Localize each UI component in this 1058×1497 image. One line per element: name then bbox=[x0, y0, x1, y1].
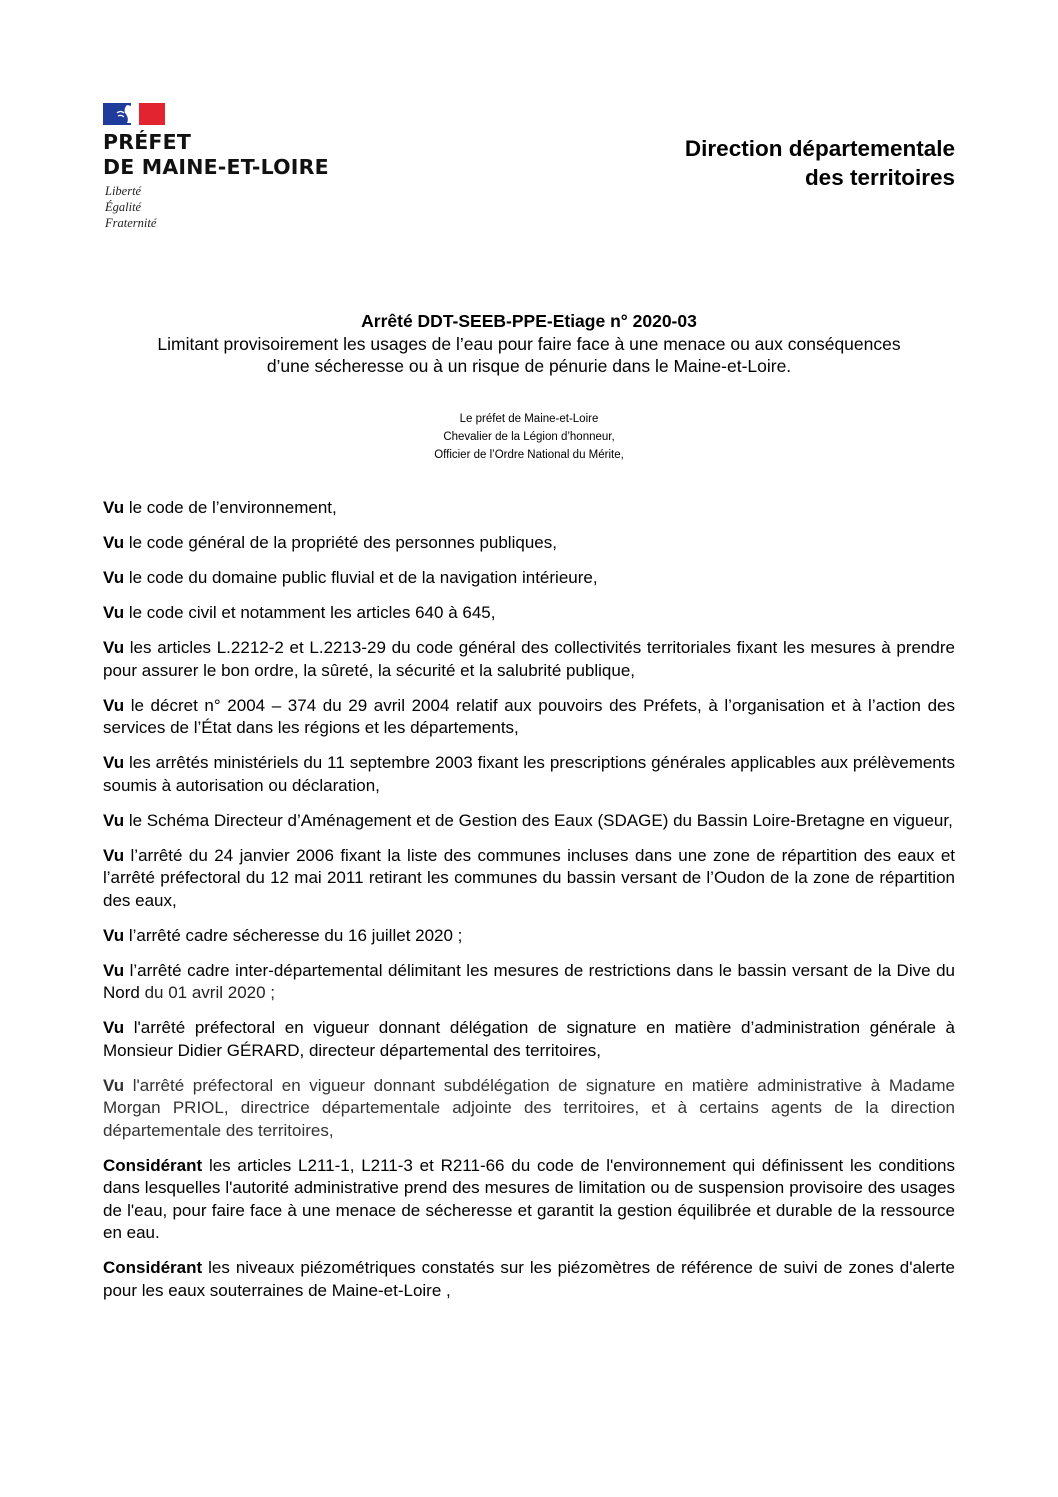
issuing-service bbox=[685, 134, 955, 192]
visa-paragraph bbox=[103, 925, 955, 948]
visa-text: l'arrêté préfectoral en vigueur donnant subdélégation de signature en matière administrative à Madame Morgan PRIOL, directrice départementale adjointe des territoires, et à certains agents de la direction départementale des territoires, bbox=[103, 1075, 955, 1140]
marianne-flag-icon bbox=[103, 103, 165, 125]
visa-paragraph bbox=[103, 497, 955, 520]
visa-lead: Vu bbox=[103, 1075, 125, 1095]
visa-date: du 01 avril 2020 ; bbox=[139, 983, 276, 1002]
prefecture-logo-text bbox=[103, 130, 329, 180]
motto-egalite: Égalité bbox=[105, 200, 142, 214]
visa-text: le code général de la propriété des personnes publiques, bbox=[124, 533, 557, 552]
visa-text: l’arrêté cadre inter-départemental délimitant les mesures de restrictions dans le bassin versant de la Dive du Nord bbox=[103, 960, 955, 1002]
service-line-2: des territoires bbox=[804, 165, 955, 190]
visa-paragraph bbox=[103, 960, 955, 1005]
visa-paragraph bbox=[103, 602, 955, 625]
visa-paragraph bbox=[103, 567, 955, 590]
visa-paragraph bbox=[103, 845, 955, 913]
visa-paragraph bbox=[103, 810, 955, 833]
arrete-subtitle-line-1: Limitant provisoirement les usages de l’eau pour faire face à une menace ou aux conséquences bbox=[157, 334, 901, 354]
marianne-profile-icon bbox=[103, 103, 165, 125]
motto-fraternite: Fraternité bbox=[105, 216, 157, 230]
signatory-block bbox=[103, 410, 955, 464]
logo-line-department: DE MAINE-ET-LOIRE bbox=[103, 155, 329, 179]
visa-lead: Vu bbox=[103, 753, 125, 772]
service-line-1: Direction départementale bbox=[684, 136, 955, 161]
visa-lead: Vu bbox=[103, 603, 125, 622]
visa-lead: Vu bbox=[103, 960, 125, 980]
logo-line-prefet: PRÉFET bbox=[103, 130, 192, 154]
visa-text: le code du domaine public fluvial et de la navigation intérieure, bbox=[124, 568, 598, 587]
visa-text: l’arrêté du 24 janvier 2006 fixant la liste des communes incluses dans une zone de répartition des eaux et l’arrêté préfectoral du 12 mai 2011 retirant les communes du bassin versant de l’Oudon de la zone de répartition des eaux, bbox=[103, 845, 955, 910]
considerant-text: les articles L211-1, L211-3 et R211-66 du code de l'environnement qui définissent les conditions dans lesquelles l'autorité administrative prend des mesures de limitation ou de suspension provisoire des usages de l'eau, pour faire face à une menace de sécheresse et garantit la gestion équilibrée et durable de la ressource en eau. bbox=[103, 1155, 955, 1242]
visa-lead: Vu bbox=[103, 925, 125, 945]
visa-text: le décret n° 2004 – 374 du 29 avril 2004 relatif aux pouvoirs des Préfets, à l’organisation et à l’action des services de l’État dans les régions et les départements, bbox=[103, 695, 955, 737]
visa-lead: Vu bbox=[103, 568, 125, 587]
visa-text: le code civil et notamment les articles 640 à 645, bbox=[124, 603, 496, 622]
arrete-title: Arrêté DDT-SEEB-PPE-Etiage n° 2020-03 bbox=[361, 311, 697, 331]
republic-motto bbox=[105, 183, 156, 231]
signatory-line-2: Chevalier de la Légion d’honneur, bbox=[443, 431, 615, 443]
visa-text: les articles L.2212-2 et L.2213-29 du code général des collectivités territoriales fixant les mesures à prendre pour assurer le bon ordre, la sûreté, la sécurité et la salubrité publique, bbox=[103, 638, 955, 680]
arrete-heading bbox=[103, 309, 955, 377]
considerant-lead: Considérant bbox=[103, 1155, 203, 1175]
considerant-text: les niveaux piézométriques constatés sur les piézomètres de référence de suivi de zones d'alerte pour les eaux souterraines de Maine-et-Loire , bbox=[103, 1258, 955, 1300]
visa-text: les arrêtés ministériels du 11 septembre 2003 fixant les prescriptions générales applicables aux prélèvements soumis à autorisation ou déclaration, bbox=[103, 753, 955, 795]
visa-text: le Schéma Directeur d’Aménagement et de Gestion des Eaux (SDAGE) du Bassin Loire-Bretagne en vigueur, bbox=[124, 810, 953, 830]
visas-and-considerations bbox=[103, 497, 955, 1315]
visa-paragraph bbox=[103, 637, 955, 682]
motto-liberte: Liberté bbox=[105, 184, 142, 198]
visa-lead: Vu bbox=[103, 533, 125, 552]
visa-lead: Vu bbox=[103, 1018, 125, 1037]
visa-paragraph bbox=[103, 1017, 955, 1062]
visa-lead: Vu bbox=[103, 498, 125, 517]
visa-lead: Vu bbox=[103, 638, 125, 657]
signatory-line-1: Le préfet de Maine-et-Loire bbox=[459, 413, 599, 425]
visa-lead: Vu bbox=[103, 810, 125, 830]
visa-lead: Vu bbox=[103, 695, 125, 715]
visa-paragraph bbox=[103, 752, 955, 797]
visa-text: l'arrêté préfectoral en vigueur donnant délégation de signature en matière d’administration générale à Monsieur Didier GÉRARD, directeur départemental des territoires, bbox=[103, 1018, 955, 1060]
arrete-subtitle-line-2: d’une sécheresse ou à un risque de pénurie dans le Maine-et-Loire. bbox=[266, 356, 792, 376]
considerant-lead: Considérant bbox=[103, 1258, 203, 1277]
visa-text: le code de l’environnement, bbox=[124, 498, 337, 517]
visa-paragraph bbox=[103, 1075, 955, 1143]
visa-text: l’arrêté cadre sécheresse du 16 juillet 2020 ; bbox=[124, 925, 463, 945]
visa-paragraph bbox=[103, 532, 955, 555]
signatory-line-3: Officier de l’Ordre National du Mérite, bbox=[434, 449, 624, 461]
considerant-paragraph bbox=[103, 1257, 955, 1302]
visa-lead: Vu bbox=[103, 845, 125, 865]
considerant-paragraph bbox=[103, 1155, 955, 1245]
visa-paragraph bbox=[103, 695, 955, 740]
